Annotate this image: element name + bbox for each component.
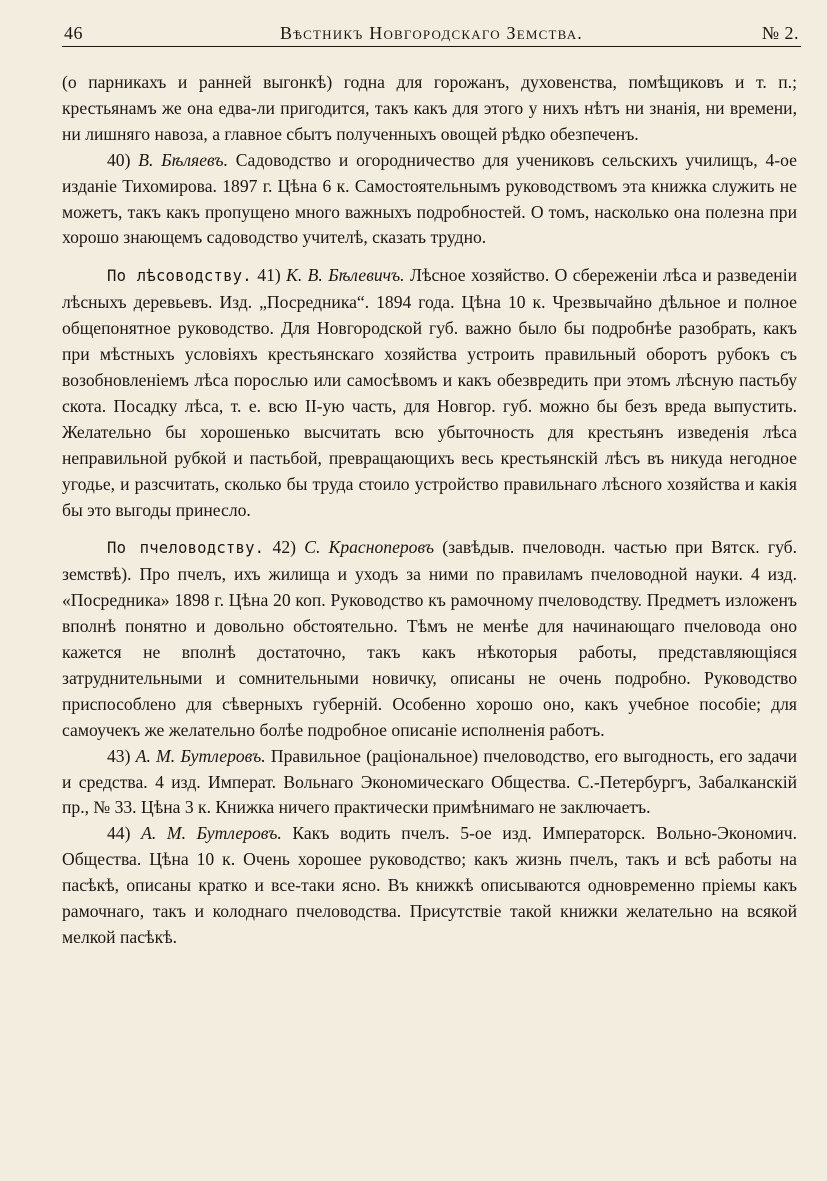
page-body	[62, 70, 797, 951]
page-number: 46	[64, 23, 83, 43]
entry-author: С. Красноперовъ	[304, 537, 435, 558]
entry-author: А. М. Бутлеровъ.	[135, 745, 266, 766]
entry-41	[62, 263, 797, 523]
entry-text: Какъ водить пчелъ. 5-ое изд. Императорск. Вольно-Экономич. Общества. Цѣна 10 к. Очень хорошее руководство; какъ жизнь пчелъ, такъ и всѣ работы на пасѣкѣ, описаны кратко и все-таки ясно. Въ книжкѣ описываются одновременно пріемы какъ рамочнаго, такъ и колоднаго пчеловодства. Присутствіе такой книжки желательно на всякой мелкой пасѣкѣ.	[62, 823, 797, 947]
entry-number: 44)	[107, 823, 131, 844]
paragraph-text: (о парникахъ и ранней выгонкѣ) годна для горожанъ, духовенства, помѣщиковъ и т. п.; крестьянамъ же она едва-ли пригодится, такъ какъ для этого у нихъ нѣтъ ни знанія, ни времени, ни лишняго навоза, а главное сбытъ полученныхъ овощей рѣдко обезпеченъ.	[62, 72, 797, 144]
section-heading: По лѣсоводству.	[107, 267, 252, 286]
entry-author: В. Бѣляевъ.	[138, 149, 228, 170]
entry-text: (завѣдыв. пчеловодн. частью при Вятск. губ. земствѣ). Про пчелъ, ихъ жилища и уходъ за ними по правиламъ пчеловодной науки. 4 изд. «Посредника» 1898 г. Цѣна 20 коп. Руководство къ рамочному пчеловодству. Предметъ изложенъ вполнѣ понятно и довольно обстоятельно. Тѣмъ не менѣе для начинающаго пчеловода оно кажется не вполнѣ достаточно, такъ какъ нѣкоторыя работы, представляющіяся затруднительными и сомнительными новичку, описаны не очень подробно. Руководство приспособлено для сѣверныхъ губерній. Особенно хорошо оно, какъ учебное пособіе; для самоучекъ же желательно болѣе подробное описаніе исполненія работъ.	[62, 537, 797, 740]
entry-43	[62, 744, 797, 822]
journal-title: Вѣстникъ Новгородскаго Земства.	[280, 23, 583, 43]
entry-number: 42)	[272, 537, 296, 558]
running-header	[62, 20, 801, 47]
entry-text: Правильное (раціональное) пчеловодство, его выгодность, его задачи и средства. 4 изд. Императ. Вольнаго Экономическаго Общества. С.-Петербургъ, Забалканскій пр., № 33. Цѣна 3 к. Книжка ничего практически примѣнимаго не заключаетъ.	[62, 745, 798, 818]
entry-44	[62, 821, 797, 951]
issue-number: № 2.	[761, 23, 799, 43]
entry-number: 40)	[107, 149, 131, 170]
entry-text: Лѣсное хозяйство. О сбереженіи лѣса и разведеніи лѣсныхъ деревьевъ. Изд. „Посредника“. 1894 года. Цѣна 10 к. Чрезвычайно дѣльное и полное общепонятное руководство. Для Новгородской губ. важно было бы подробнѣе разобрать, какъ при мѣстныхъ условіяхъ крестьянскаго хозяйства устроить правильный оборотъ рубокъ съ возобновленіемъ лѣса порослью или самосѣвомъ и какъ обезвредить при этомъ лѣсную пастьбу скота. Посадку лѣса, т. е. всю II-ую часть, для Новгор. губ. можно бы безъ вреда выпустить. Желательно бы хорошенько высчитать всю убыточность для крестьянъ изведенія лѣса неправильной рубкой и пастьбой, превращающихъ весь крестьянскій лѣсъ въ никуда негодное угодье, и разсчитать, сколько бы труда стоило устройство правильнаго лѣсного хозяйства и какія бы это выгоды принесло.	[62, 265, 797, 520]
entry-number: 41)	[257, 265, 281, 286]
paragraph-continued	[62, 70, 797, 148]
entry-42	[62, 535, 797, 743]
entry-author: А. М. Бутлеровъ.	[141, 823, 282, 844]
entry-text: Садоводство и огородничество для учениковъ сельскихъ училищъ, 4-ое изданіе Тихомирова. 1897 г. Цѣна 6 к. Самостоятельнымъ руководствомъ эта книжка служить не можетъ, такъ какъ пропущено много важныхъ подробностей. О томъ, насколько она полезна при хорошо знающемъ садоводство учителѣ, сказать трудно.	[62, 149, 797, 248]
entry-author: К. В. Бѣлевичъ.	[286, 265, 405, 286]
entry-number: 43)	[107, 745, 131, 766]
entry-40	[62, 148, 797, 252]
section-heading: По пчеловодству.	[107, 539, 265, 558]
